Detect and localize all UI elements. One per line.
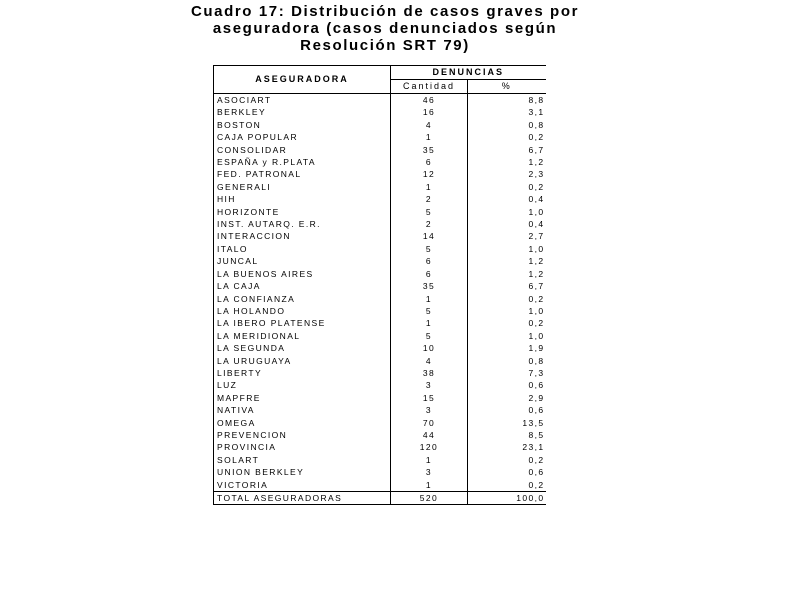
row-name: ESPAÑA y R.PLATA <box>214 156 391 168</box>
table-row <box>214 379 546 391</box>
title-line-2: aseguradora (casos denunciados según <box>212 20 558 37</box>
row-percent: 2,3 <box>528 169 545 180</box>
row-name: NATIVA <box>214 404 391 416</box>
row-percent: 0,6 <box>528 380 545 391</box>
row-cantidad: 44 <box>391 429 468 441</box>
row-name: LA CONFIANZA <box>214 293 391 305</box>
table-row <box>214 317 546 329</box>
row-name: CONSOLIDAR <box>214 144 391 156</box>
row-name: ASOCIART <box>214 94 391 107</box>
row-name: JUNCAL <box>214 255 391 267</box>
row-cantidad: 4 <box>391 119 468 131</box>
table-row <box>214 181 546 193</box>
row-cantidad: 1 <box>391 454 468 466</box>
row-cantidad: 2 <box>391 218 468 230</box>
row-name: VICTORIA <box>214 479 391 492</box>
table-row <box>214 280 546 292</box>
insurer-table <box>213 65 546 505</box>
row-name: INTERACCION <box>214 230 391 242</box>
table-row <box>214 156 546 168</box>
header-percent: % <box>468 80 546 94</box>
row-cantidad: 3 <box>391 466 468 478</box>
table-row <box>214 206 546 218</box>
row-cantidad: 14 <box>391 230 468 242</box>
table-row <box>214 441 546 453</box>
row-name: LA IBERO PLATENSE <box>214 317 391 329</box>
row-percent: 0,6 <box>528 467 545 478</box>
table-row <box>214 293 546 305</box>
table-row <box>214 230 546 242</box>
row-name: LA HOLANDO <box>214 305 391 317</box>
table-row <box>214 392 546 404</box>
row-percent: 1,0 <box>528 243 545 254</box>
document-title <box>150 3 620 54</box>
table-row <box>214 243 546 255</box>
row-cantidad: 35 <box>391 144 468 156</box>
title-line-1: Cuadro 17: Distribución de casos graves por <box>190 3 580 20</box>
row-percent: 0,4 <box>528 219 545 230</box>
row-cantidad: 35 <box>391 280 468 292</box>
header-denuncias: DENUNCIAS <box>391 66 546 80</box>
table-row <box>214 131 546 143</box>
row-cantidad: 1 <box>391 317 468 329</box>
row-cantidad: 6 <box>391 255 468 267</box>
row-cantidad: 5 <box>391 206 468 218</box>
row-cantidad: 6 <box>391 156 468 168</box>
row-name: LA CAJA <box>214 280 391 292</box>
row-percent: 8,5 <box>528 429 545 440</box>
row-cantidad: 38 <box>391 367 468 379</box>
table-row <box>214 466 546 478</box>
row-name: LUZ <box>214 379 391 391</box>
row-percent: 23,1 <box>522 442 545 453</box>
row-percent: 8,8 <box>528 95 545 105</box>
row-cantidad: 120 <box>391 441 468 453</box>
row-percent: 0,4 <box>528 194 545 205</box>
row-name: INST. AUTARQ. E.R. <box>214 218 391 230</box>
total-label: TOTAL ASEGURADORAS <box>214 492 391 505</box>
row-cantidad: 3 <box>391 379 468 391</box>
row-percent: 13,5 <box>522 417 545 428</box>
row-name: LA BUENOS AIRES <box>214 268 391 280</box>
row-percent: 0,2 <box>528 454 545 465</box>
row-cantidad: 1 <box>391 181 468 193</box>
row-cantidad: 5 <box>391 330 468 342</box>
header-aseguradora: ASEGURADORA <box>214 66 391 94</box>
row-name: ITALO <box>214 243 391 255</box>
row-name: LIBERTY <box>214 367 391 379</box>
row-name: FED. PATRONAL <box>214 168 391 180</box>
row-cantidad: 10 <box>391 342 468 354</box>
row-percent: 0,8 <box>528 355 545 366</box>
row-percent: 6,7 <box>528 144 545 155</box>
row-cantidad: 4 <box>391 355 468 367</box>
row-cantidad: 5 <box>391 243 468 255</box>
row-name: HORIZONTE <box>214 206 391 218</box>
table-row <box>214 119 546 131</box>
table-row <box>214 218 546 230</box>
row-percent: 0,2 <box>528 318 545 329</box>
table-row <box>214 342 546 354</box>
row-percent: 6,7 <box>528 281 545 292</box>
row-percent: 2,7 <box>528 231 545 242</box>
row-name: SOLART <box>214 454 391 466</box>
row-percent: 3,1 <box>528 107 545 118</box>
row-percent: 0,2 <box>528 181 545 192</box>
row-name: LA URUGUAYA <box>214 355 391 367</box>
table-row <box>214 193 546 205</box>
row-name: MAPFRE <box>214 392 391 404</box>
row-cantidad: 2 <box>391 193 468 205</box>
row-name: UNION BERKLEY <box>214 466 391 478</box>
row-name: BOSTON <box>214 119 391 131</box>
row-percent: 1,2 <box>528 157 545 168</box>
row-percent: 1,0 <box>528 330 545 341</box>
row-percent: 1,2 <box>528 256 545 267</box>
row-percent: 0,2 <box>528 132 545 143</box>
row-percent: 0,6 <box>528 405 545 416</box>
row-percent: 1,0 <box>528 206 545 217</box>
row-percent: 1,0 <box>528 305 545 316</box>
row-name: GENERALI <box>214 181 391 193</box>
row-percent: 2,9 <box>528 392 545 403</box>
row-cantidad: 12 <box>391 168 468 180</box>
row-name: CAJA POPULAR <box>214 131 391 143</box>
table-row <box>214 429 546 441</box>
table-row <box>214 268 546 280</box>
table-row <box>214 106 546 118</box>
row-name: HIH <box>214 193 391 205</box>
row-name: OMEGA <box>214 417 391 429</box>
table-row <box>214 305 546 317</box>
row-percent: 0,2 <box>528 293 545 304</box>
row-cantidad: 46 <box>391 94 468 107</box>
row-cantidad: 70 <box>391 417 468 429</box>
table-row <box>214 255 546 267</box>
table-row <box>214 144 546 156</box>
total-row <box>214 492 546 505</box>
row-percent: 7,3 <box>528 367 545 378</box>
total-percent: 100,0 <box>468 492 546 505</box>
row-cantidad: 6 <box>391 268 468 280</box>
title-line-3: Resolución SRT 79) <box>300 37 470 54</box>
table-row <box>214 355 546 367</box>
total-cantidad: 520 <box>391 492 468 505</box>
row-cantidad: 1 <box>391 479 468 492</box>
table-row <box>214 168 546 180</box>
row-cantidad: 5 <box>391 305 468 317</box>
row-percent: 1,9 <box>528 343 545 354</box>
row-percent: 1,2 <box>528 268 545 279</box>
table-row <box>214 417 546 429</box>
row-name: PROVINCIA <box>214 441 391 453</box>
row-cantidad: 1 <box>391 293 468 305</box>
row-percent: 0,8 <box>528 119 545 130</box>
row-cantidad: 16 <box>391 106 468 118</box>
row-cantidad: 15 <box>391 392 468 404</box>
table-row <box>214 94 546 107</box>
row-cantidad: 1 <box>391 131 468 143</box>
row-name: BERKLEY <box>214 106 391 118</box>
table-row <box>214 404 546 416</box>
row-percent: 0,2 <box>528 479 545 490</box>
table-row <box>214 367 546 379</box>
header-cantidad: Cantidad <box>391 80 468 94</box>
table-row <box>214 330 546 342</box>
table-body <box>214 94 546 492</box>
row-name: LA MERIDIONAL <box>214 330 391 342</box>
row-name: LA SEGUNDA <box>214 342 391 354</box>
row-cantidad: 3 <box>391 404 468 416</box>
table-row <box>214 479 546 492</box>
row-name: PREVENCION <box>214 429 391 441</box>
table-row <box>214 454 546 466</box>
